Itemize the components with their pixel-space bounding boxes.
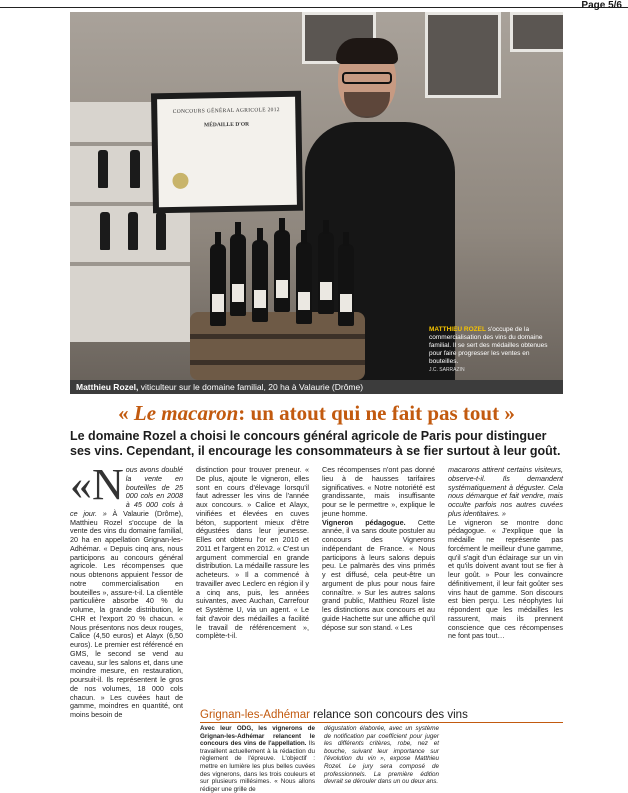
wine-bottle bbox=[338, 244, 354, 326]
box-lead: Avec leur ODG, les vignerons de Grignan-les-Adhémar relancent le concours des vins de l'appellation. bbox=[200, 725, 315, 748]
drop-cap: «N bbox=[70, 460, 124, 509]
inset-caption-text: s'occupe de la commercialisation des vins du domaine familial. Il se sert des médailles obtenues pour faire progresser les ventes en bouteilles. bbox=[429, 326, 548, 365]
headline-open-quote: « bbox=[118, 401, 134, 425]
body-text-3a: Ces récompenses n'ont pas donné lieu à de hausses tarifaires significatives. « Notre notoriété est grandissante, mais insuffisante pour se le permettre », explique le jeune homme. bbox=[322, 465, 435, 518]
headline-accent: Le macaron bbox=[133, 401, 239, 425]
article-photo bbox=[70, 12, 563, 380]
wall-frame bbox=[510, 12, 563, 52]
box-title-accent: Grignan-les-Adhémar bbox=[200, 709, 310, 721]
article-headline bbox=[70, 401, 563, 426]
body-column-4 bbox=[448, 466, 563, 641]
body-subhead: Vigneron pédagogue. bbox=[322, 517, 406, 527]
glasses-icon bbox=[342, 72, 392, 84]
wine-bottle bbox=[296, 242, 312, 324]
body-text-1: À Valaurie (Drôme), Matthieu Rozel s'occupe de la vente des vins du domaine familial, 20 ha en appellation Grignan-les-Adhémar. « Depuis cinq ans, nous participons au concours général agricole. Les récompenses que nous obtenons appuient l'essor de notre commercialisation en bouteilles », assure-t-il. La clientèle particulière absorbe 40 % du volume, la grande distribution, le CHR et l'export 20 % chacun. « Nous présentons nos deux rouges, Calice (4,50 euros) et Alayx (6,50 euros). Le premier est référencé en GMS, le second se vend au caveau, sur les salons et, dans une moindre mesure, en restauration, poursuit-il. Ils représentent le gros de nos volumes, 18 000 cols chacun. » Les cuvées haut de gamme, moindres en quantité, ont moins besoin de bbox=[70, 508, 183, 719]
box-title-rest: relance son concours des vins bbox=[309, 709, 468, 721]
box-column-1 bbox=[200, 725, 315, 793]
photo-caption-bar bbox=[70, 380, 563, 394]
article-body bbox=[70, 460, 563, 736]
photo-credit: J.C. SARRAZIN bbox=[429, 367, 465, 373]
article-deck: Le domaine Rozel a choisi le concours général agricole de Paris pour distinguer ses vins. Cependant, il encourage les consommateurs à se fier surtout à leur goût. bbox=[70, 429, 561, 458]
barrel-band bbox=[190, 360, 365, 365]
headline-close-quote: » bbox=[499, 401, 515, 425]
body-text-4b: Le vigneron se montre donc pédagogue. « J'explique que la médaille ne représente pas forcément le meilleur d'une gamme, qu'il s'agit d'un éclairage sur un vin et qu'ils doivent avant tout se fier à leur goût. » Pour les convaincre définitivement, il leur fait goûter ses vins haut de gamme. Son discours est bien perçu. Les néophytes lui répondent que les médailles les rassurent, mais ils prennent conscience que ces récompenses ne font pas tout… bbox=[448, 517, 563, 641]
body-text-2: distinction pour trouver preneur. « De plus, ajoute le vigneron, elles sont en cours d'élevage lorsqu'il faut adresser les vins de l'année aux concours. » Calice et Alayx, vinifiées et élevées en cuves béton, supportent mieux d'être dégustées dans leur jeunesse. Elles ont obtenu l'or en 2010 et 2011 et l'argent en 2012. « C'est un argument commercial en grande distribution. La médaille rassure les acheteurs. » Il a commencé à travailler avec Leclerc en région il y a cinq ans, puis, les années suivantes, avec Auchan, Carrefour et Système U, via un agent. « Le fait d'avoir des médailles a facilité le travail de référencement », complète-t-il. bbox=[196, 465, 309, 641]
sidebar-box-title bbox=[200, 708, 563, 722]
seal-icon bbox=[172, 173, 188, 189]
caption-text: viticulteur sur le domaine familial, 20 ha à Valaurie (Drôme) bbox=[140, 382, 364, 392]
box-text-1: Ils travaillent actuellement à la rédaction du règlement de l'épreuve. L'objectif : mettre en lumière les plus belles cuvées des vignerons, dans les trois couleurs et sur plusieurs millésimes. « Nous allons rédiger une grille de bbox=[200, 740, 316, 793]
person-hair bbox=[336, 38, 398, 64]
wine-bottle bbox=[252, 240, 268, 322]
wine-bottle bbox=[210, 244, 226, 326]
wine-bottle bbox=[274, 230, 290, 312]
photo-inset-caption bbox=[429, 326, 555, 374]
medal-certificate bbox=[151, 91, 303, 214]
wine-bottle bbox=[318, 232, 334, 314]
certificate-name: MÉDAILLE D'OR bbox=[203, 121, 250, 129]
body-column-2 bbox=[196, 466, 309, 641]
body-column-1 bbox=[70, 460, 183, 720]
wall-frame bbox=[425, 12, 501, 98]
inset-caption-name: MATTHIEU ROZEL bbox=[429, 326, 486, 333]
page-number: Page 5/6 bbox=[581, 0, 622, 11]
box-rule bbox=[200, 722, 563, 723]
headline-rest: : un atout qui ne fait pas tout bbox=[238, 401, 500, 425]
certificate-title: CONCOURS GÉNÉRAL AGRICOLE 2012 bbox=[172, 107, 280, 115]
body-lead: ous avons doublé la vente en bouteilles de 25 000 cols en 2008 à 45 000 cols à ce jour. » bbox=[70, 465, 183, 518]
barrel-band bbox=[190, 334, 365, 339]
body-column-3 bbox=[322, 466, 435, 632]
box-column-2 bbox=[324, 725, 439, 786]
sidebar-box bbox=[200, 725, 563, 793]
caption-name: Matthieu Rozel, bbox=[76, 382, 139, 392]
body-text-4a: macarons attirent certains visiteurs, observe-t-il. Ils demandent systématiquement à déguster. Cela nous démarque et fait vendre, mais occulte parfois nos autres cuvées plus identitaires. » bbox=[448, 465, 563, 518]
box-text-2: dégustation élaborée, avec un système de notification par coefficient pour juger les différents critères, robe, nez et bouche, suivant leur importance sur l'évolution du vin », expose Matthieu Rozel. Le jury sera composé de professionnels. La première édition devrait se dérouler dans un ou deux ans. bbox=[324, 725, 439, 786]
body-text-3b: Cette année, il va sans doute postuler au concours des Vignerons indépendant de France. « Nous participons à leurs salons depuis peu. Le palmarès des vins primés y est diffusé, cela peut-être un argument de plus pour nous faire connaître. » Sur les autres salons grand public, Matthieu Rozel liste les distinctions aux concours et au guide Hachette sur une affiche qu'il dépose sur son stand. « Les bbox=[322, 517, 435, 632]
top-rule bbox=[0, 7, 628, 8]
wine-bottle bbox=[230, 234, 246, 316]
